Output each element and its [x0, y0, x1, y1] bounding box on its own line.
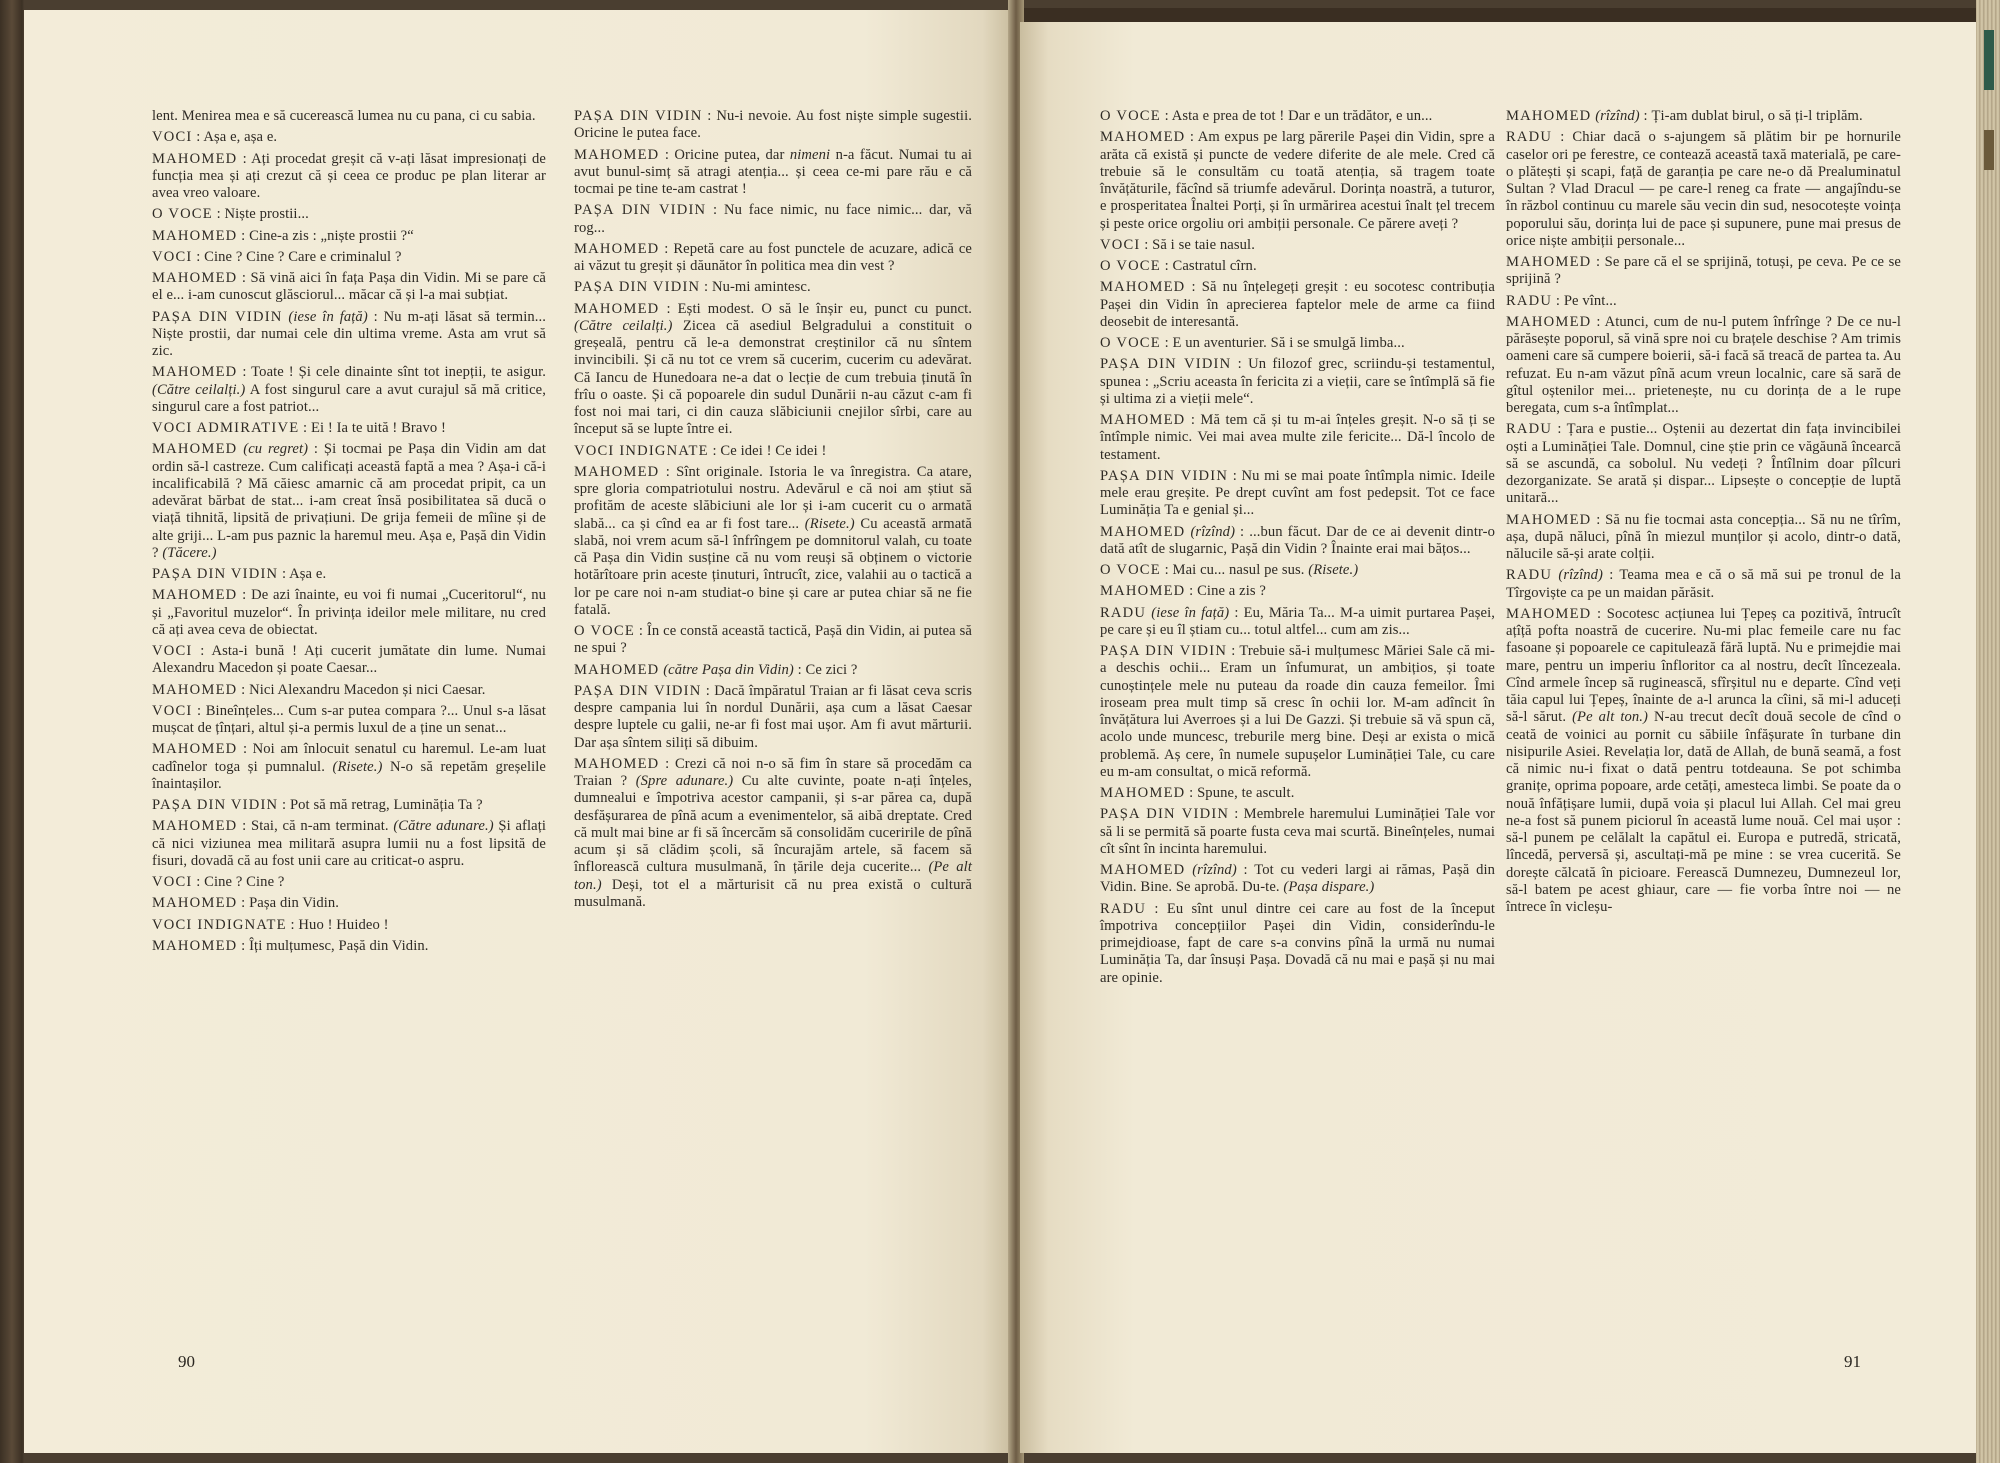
speaker-name: VOCI	[1100, 236, 1141, 253]
dialogue-line: PAȘA DIN VIDIN : Dacă împăratul Traian ar fi lăsat ceva scris despre campania lui în nordul Dunării, așa cum a lăsat Caesar despre luptele cu galii, ne-ar fi fost mai ușor. Am fi avut mărturii. Dar așa sîntem siliți să dibuim.	[574, 682, 972, 751]
dialogue-line: MAHOMED : Să nu înțelegeți greșit : eu socotesc contribuția Pașei din Vidin în aprecierea faptelor mele de arme ca fiind deosebit de interesantă.	[1100, 279, 1495, 330]
dialogue-line: MAHOMED : Noi am înlocuit senatul cu haremul. Le-am luat cadînelor toga și pumnalul. (Risete.) N-o să repetăm greșelile înaintașilor.	[152, 741, 547, 792]
dialogue-line: MAHOMED : Socotesc acțiunea lui Țepeș ca pozitivă, întrucît ațîță pofta noastră de cucerire. Nu-mi plac femeile care nu fac fasoane și popoarele ce capitulează fără luptă. Nu e primejdie mai mare, pentru un imperiu înfloritor ca al nostru, decît lîncezeala. Cînd armele încep să ruginească, sfîrșitul nu e departe. Cînd veți tăia capul lui Țepeș, înainte de a-l arunca la cîini, să mi-l aduceți să-l sărut. (Pe alt ton.) N-au trecut decît două secole de cînd o ceată de voinici au pornit cu săbiile înfășurate în turbane din nisipurile Asiei. Revelația lor, dată de Allah, de bună seamă, a fost că nimic nu-i fixat o dată pentru totdeauna. Se pot schimba granițe, oprima popoare, arde cetăți, amesteca limbi. Se poate da o nouă înfățișare lumii, după voia și placul lui Allah. Cel mai greu ne-a fost să punem piciorul în această lume nouă. Cel mai ușor : să-l punem pe celălalt la capătul ei. Europa e putredă, stricată, lîncedă, perversă și, ascultați-mă pe mine : se vrea cucerită. Se dorește călcată în picioare. Ferească Dumnezeu, Dumnezeul lor, să-l batem pe acest ghiaur, care — fie vorba între noi — ne întrece în vicleșu-	[1506, 605, 1901, 915]
dialogue-line: O VOCE : E un aventurier. Să i se smulgă limba...	[1100, 335, 1405, 351]
line-text: n-a făcut. Numai tu ai avut bunul-simț să atragi atenția... și ceea ce-mi pare rău e că tocmai pe tine te-am castrat !	[574, 146, 973, 197]
line-text: N-o să repetăm greșelile înaintașilor.	[152, 758, 547, 792]
speaker-name: RADU	[1506, 292, 1553, 309]
line-text: lent. Menirea mea e să cucerească lumea nu cu pana, ci cu sabia.	[152, 108, 536, 124]
dialogue-line: MAHOMED : De azi înainte, eu voi fi numai „Cuceritorul“, nu și „Favoritul muzelor“. În privința ideilor mele militare, nu cred că ați avea ceva de obiectat.	[152, 587, 547, 638]
stage-direction: (Pe alt ton.)	[574, 859, 972, 893]
speaker-name: PAȘA DIN VIDIN	[152, 797, 279, 813]
speaker-name: PAȘA DIN VIDIN	[574, 202, 707, 219]
line-text: Bineînțeles... Cum s-ar putea compara ?... Unul s-a lăsat mușcat de țînțari, altul și-a permis luxul de a ține un senat...	[152, 702, 546, 736]
line-text: Și aflați că nici viziunea mea militară asupra lumii nu a fost lipsită de fisuri, dovadă că au fost unii care au criticat-o aspru.	[152, 818, 547, 869]
line-text: Asta e prea de tot ! Dar e un trădător, e un...	[1171, 108, 1433, 124]
dialogue-line: O VOCE : Niște prostii...	[152, 206, 309, 223]
stage-direction: (rîzînd)	[1192, 862, 1237, 878]
speaker-name: RADU	[1506, 129, 1553, 146]
line-text: Niște prostii...	[224, 206, 309, 223]
line-text: Oricine putea, dar	[674, 146, 785, 163]
stage-direction: (Către ceilalți.)	[574, 317, 673, 334]
stage-direction: (către Pașa din Vidin)	[663, 661, 794, 678]
dialogue-line: RADU (rîzînd) : Teama mea e că o să mă sui pe tronul de la Tîrgoviște ca pe un maidan părăsit.	[1506, 567, 1901, 601]
dialogue-line: VOCI : Bineînțeles... Cum s-ar putea compara ?... Unul s-a lăsat mușcat de țînțari, altul și-a permis luxul de a ține un senat...	[152, 702, 546, 736]
speaker-name: VOCI	[152, 129, 193, 146]
line-text: Atunci, cum de nu-l putem înfrînge ? De ce nu-l părăsește poporul, să vină spre noi cu brațele deschise ? Am trimis oameni care să cumpere boierii, să-i facă să treacă de partea ta. Au refuzat. Eu n-am văzut pînă acum vreun localnic, care să sară de gîtul oștenilor mei... prietenește, nu cu dorința de a le rupe beregata, cum s-a întîmplat...	[1506, 313, 1901, 416]
line-text: Sînt originale. Istoria le va înregistra. Ca atare, spre gloria compatriotului nostru. Adevărul e că noi am știut să profităm de aceste slăbiciuni ale lor și i-am cucerit cu o armată slabă... ca și cînd ea ar fi fost tare...	[574, 463, 973, 532]
dialogue-line: O VOCE : Asta e prea de tot ! Dar e un trădător, e un...	[1100, 108, 1433, 124]
line-text: Zicea că asediul Belgradului a constituit o greșeală, pentru că le-a demonstrat creștinilor că nu sîntem invincibili. Și că nu tot ce vrem să cucerim, cucerim cu adevărat. Că Iancu de Hunedoara ne-a dat o lecție de cum trebuia ținută în frîu o oaste. Și că popoarele din sudul Dunării n-au căzut c-am fi fost noi mai tari, ci din cauza slăbiciunii cnejilor sîrbi, care au început să se lupte între ei.	[574, 317, 972, 438]
speaker-name: PAȘA DIN VIDIN	[1100, 806, 1230, 823]
stage-direction: (rîzînd)	[1558, 567, 1604, 584]
speaker-name: MAHOMED	[574, 240, 660, 257]
dialogue-line: MAHOMED : Se pare că el se sprijină, totuși, pe ceva. Pe ce se sprijină ?	[1506, 254, 1901, 288]
dialogue-line: PAȘA DIN VIDIN : Pot să mă retrag, Luminăția Ta ?	[152, 797, 483, 813]
bookmark-tab	[1984, 130, 1994, 170]
stage-direction: nimeni	[789, 146, 831, 163]
dialogue-line: MAHOMED : Am expus pe larg părerile Pașei din Vidin, spre a arăta că există și puncte de vedere diferite de ale mele. Cred că trebuie să le consultăm cu toată atenția, să tragem toate învățăturile, făcînd să triumfe adevărul. Dorința noastră, a tuturor, e prosperitatea Înaltei Porți, și în urmărirea acestui înalt țel trecem și peste orice orgoliu ori ambiții personale. Ce părere aveți ?	[1100, 129, 1495, 232]
stage-direction: (Risete.)	[332, 758, 383, 775]
bookmark-tab	[1984, 30, 1994, 90]
line-text: Am expus pe larg părerile Pașei din Vidin, spre a arăta că există și puncte de vedere diferite de ale mele. Cred că trebuie să le consultăm cu toată atenția, să tragem toate învățăturile, făcînd să triumfe adevărul. Dorința noastră, a tuturor, e prosperitatea Înaltei Porți, și în urmărirea acestui înalt țel trecem și peste orice orgoliu ori ambiții personale. Ce părere aveți ?	[1100, 129, 1495, 232]
speaker-name: MAHOMED	[574, 755, 660, 772]
dialogue-line: MAHOMED : Crezi că noi n-o să fim în stare să procedăm ca Traian ? (Spre adunare.) Cu alte cuvinte, poate n-ați înțeles, dumnealui e împotriva acestor campanii, și s-ar părea ca, după desfășurarea de pînă acum a evenimentelor, să aibă dreptate. Cred că mult mai bine ar fi să încercăm să consolidăm cuceririle de pînă acum și să clădim școli, să încurajăm artele, să facem să înflorească cultura musulmană, în țările deja cucerite... (Pe alt ton.) Deși, tot el a mărturisit că nu prea există o cultură musulmană.	[574, 755, 973, 910]
line-text: Crezi că noi n-o să fim în stare să procedăm ca Traian ?	[574, 755, 973, 789]
line-text: Ești modest. O să le înșir eu, punct cu punct.	[677, 300, 972, 317]
stage-direction: (Risete.)	[804, 515, 855, 532]
line-text: Ți-am dublat birul, o să ți-l triplăm.	[1651, 108, 1863, 124]
line-text: A fost singurul care a avut curajul să mă critice, singurul care a fost patriot...	[152, 381, 546, 415]
line-text: Un filozof grec, scriindu-și testamentul, spunea : „Scriu aceasta în fericita zi a vieții, care se întîmplă să fie și ultima zi a vieții mele“.	[1100, 356, 1495, 407]
speaker-name: O VOCE	[1100, 258, 1161, 274]
stage-direction: (Risete.)	[1308, 562, 1359, 578]
speaker-name: O VOCE	[1100, 335, 1161, 351]
dialogue-line: RADU : Țara e pustie... Oștenii au dezertat din fața invincibilei oști a Luminăției Tale. Domnul, cine știe prin ce văgăună încearcă să se ascundă, ca sobolul. Nu vedeți ? Întîlnim doar pîlcuri dezorganizate. Se arată și dispar... Lipsește o concepție de luptă unitară...	[1506, 421, 1902, 507]
dialogue-line: MAHOMED : Repetă care au fost punctele de acuzare, adică ce ai văzut tu greșit și dăunător în politica mea din vest ?	[574, 240, 973, 274]
line-text: Repetă care au fost punctele de acuzare, adică ce ai văzut tu greșit și dăunător în politica mea din vest ?	[574, 240, 973, 274]
speaker-name: VOCI	[152, 248, 193, 265]
dialogue-line: MAHOMED : Cine a zis ?	[1100, 583, 1266, 600]
stage-direction: (Tăcere.)	[162, 544, 217, 561]
speaker-name: MAHOMED	[1506, 605, 1592, 622]
speaker-name: MAHOMED	[152, 227, 238, 244]
dialogue-line: PAȘA DIN VIDIN : Un filozof grec, scriindu-și testamentul, spunea : „Scriu aceasta în fericita zi a vieții, care se întîmplă să fie și ultima zi a vieții mele“.	[1100, 356, 1495, 407]
line-text: Nu mi se mai poate întîmpla nimic. Ideile mele erau greșite. Pe drept cuvînt am fost pedepsit. Tot ce face Luminăția Ta e genial și...	[1100, 467, 1495, 519]
page-number-left: 90	[178, 1352, 195, 1371]
dialogue-line: MAHOMED (către Pașa din Vidin) : Ce zici ?	[574, 661, 858, 678]
speaker-name: VOCI	[152, 643, 193, 659]
line-text: Așa e.	[289, 566, 327, 582]
speaker-name: PAȘA DIN VIDIN	[1100, 467, 1229, 484]
line-text: Țara e pustie... Oștenii au dezertat din fața invincibilei oști a Luminăției Tale. Domnul, cine știe prin ce văgăună încearcă să se ascundă, ca sobolul. Nu vedeți ? Întîlnim doar pîlcuri dezorganizate. Se arată și dispar... Lipsește o concepție de luptă unitară...	[1506, 421, 1902, 507]
speaker-name: VOCI	[152, 702, 193, 719]
dialogue-line	[152, 108, 546, 125]
speaker-name: MAHOMED	[152, 364, 238, 381]
dialogue-line: PAȘA DIN VIDIN : Așa e.	[152, 566, 327, 582]
line-text: Și tocmai pe Pașa din Vidin am dat ordin să-l castreze. Cum calificați această faptă a mea ?	[152, 441, 547, 475]
line-text: N-au trecut decît două secole de cînd o ceată de voinici au pornit cu săbiile înfășurate în turbane din nisipurile Asiei. Revelația lor, dată de Allah, de bună seamă, a fost că nimic nu-i fixat o dată pentru totdeauna. Se pot schimba granițe, oprima popoare, arde cetăți, amesteca limbi. Se poate da o nouă înfățișare lumii, după voia și placul lui Allah. Cel mai greu ne-a fost să punem piciorul în această lume nouă. Cel mai ușor : să-l punem pe celălalt la capătul ei. Europa e putredă, stricată, lîncedă, perversă și, ascultați-mă pe mine : se vrea cucerită. Se dorește călcată în picioare. Ferească Dumnezeu, Dumnezeul lor, să-l batem pe acest ghiaur, care — fie vorba între noi — ne întrece în vicleșu-	[1506, 709, 1901, 915]
dialogue-line: MAHOMED : Ați procedat greșit că v-ați lăsat impresionați de funcția mea și ați crezut că și ceea ce produc pe plan literar ar avea vreo valoare.	[152, 150, 546, 201]
line-text: Să vină aici în fața Pașa din Vidin. Mi se pare că el e... i-am cunoscut glăsciorul... măcar că și l-a mai subțiat.	[152, 270, 546, 304]
line-text: E un aventurier. Să i se smulgă limba...	[1172, 335, 1405, 351]
speaker-name: RADU	[1100, 900, 1147, 917]
speaker-name: PAȘA DIN VIDIN	[574, 279, 701, 296]
dialogue-line: RADU : Chiar dacă o s-ajungem să plătim bir pe hornurile caselor ori pe ferestre, ce contează această taxă materială, pe care-o plătești și scapi, față de garanția pe care ne-o dă Prealuminatul Sultan ? Vlad Dracul — pe care-l reneg ca frate — angajîndu-se în războl continuu cu marele său vecin din sud, nesocotește voința poporului său, dorința lui de pace și supunere, pune mai presus de orice niște ambiții personale...	[1506, 129, 1901, 249]
stage-direction: (rîzînd)	[1595, 108, 1640, 124]
speaker-name: MAHOMED	[1506, 511, 1592, 528]
line-text: Ce idei ! Ce idei !	[720, 442, 827, 459]
line-text: Mai cu... nasul pe sus.	[1172, 562, 1305, 578]
line-text: Pot să mă retrag, Luminăția Ta ?	[289, 797, 483, 813]
dialogue-line: MAHOMED (cu regret) : Și tocmai pe Pașa din Vidin am dat ordin să-l castreze. Cum calificați această faptă a mea ? Așa-i că-i incalificabilă ? Mă căiesc amarnic că am procedat pripit, ca un adevărat bărbat de stat... i-am creat însă posibilitatea să ducă o viață tihnită, lipsită de privațiuni. De grija femeii de mîine și de alte griji... L-am pus paznic la haremul meu. Așa e, Pașă din Vidin ? (Tăcere.)	[152, 441, 547, 561]
speaker-name: MAHOMED	[1100, 862, 1186, 878]
stage-direction: (Spre adunare.)	[635, 773, 734, 789]
speaker-name: O VOCE	[574, 623, 635, 639]
line-text: Asta-i bună ! Ați cucerit jumătate din lume. Numai Alexandru Macedon și poate Caesar...	[152, 643, 546, 677]
page-edges	[1976, 0, 2000, 1463]
speaker-name: PAȘA DIN VIDIN	[1100, 643, 1228, 659]
line-text: Membrele haremului Luminăției Tale vor să li se permită să poarte fusta ceva mai scurtă. Bineînțeles, numai cît sînt în incinta haremului.	[1100, 806, 1495, 857]
speaker-name: PAȘA DIN VIDIN	[574, 108, 703, 124]
dialogue-line: VOCI ADMIRATIVE : Ei ! Ia te uită ! Bravo !	[152, 420, 446, 436]
dialogue-line: MAHOMED : Sînt originale. Istoria le va înregistra. Ca atare, spre gloria compatriotului nostru. Adevărul e că noi am știut să profităm de aceste slăbiciuni ale lor și i-am cucerit cu o armată slabă... ca și cînd ea ar fi fost tare... (Risete.) Cu această armată slabă, noi vrem acum să-l înfrîngem pe domnitorul valah, cu toate că Pașa din Vidin susține că nu vom reuși să obținem o victorie hotărîtoare prin aceste ținuturi, întrucît, zice, valahii au o tactică a lor pe care noi n-am studiat-o bine și care ar putea chiar să ne fie fatală.	[574, 463, 973, 618]
line-text: Așa-i că-i incalificabilă ? Mă căiesc amarnic că am procedat pripit, ca un adevărat bărbat de stat... i-am creat însă posibilitatea să ducă o viață tihnită, lipsită de privațiuni. De grija femeii de mîine și de alte griji... L-am pus paznic la haremul meu. Așa e, Pașă din Vidin ?	[152, 458, 546, 561]
speaker-name: PAȘA DIN VIDIN	[1100, 356, 1232, 373]
line-text: Să nu înțelegeți greșit : eu socotesc contribuția Pașei din Vidin în aprecierea faptelor mele de arme ca fiind deosebit de interesantă.	[1100, 279, 1495, 330]
speaker-name: MAHOMED	[152, 895, 238, 912]
dialogue-line: RADU : Pe vînt...	[1506, 292, 1617, 309]
line-text: În ce constă această tactică, Pașă din Vidin, ai putea să ne spui ?	[574, 623, 972, 657]
line-text: Nu face nimic, nu face nimic... dar, vă rog...	[574, 202, 972, 236]
line-text: Deși, tot el a mărturisit că nu prea există o cultură musulmană.	[574, 876, 973, 910]
line-text: Stai, că n-am terminat.	[250, 818, 389, 835]
dialogue-line: VOCI : Așa e, așa e.	[152, 129, 278, 146]
text-column-2	[574, 108, 972, 915]
line-text: Toate ! Și cele dinainte sînt tot inepții, te asigur.	[251, 364, 547, 381]
line-text: Să i se taie nasul.	[1152, 236, 1255, 253]
speaker-name: MAHOMED	[574, 463, 660, 480]
speaker-name: O VOCE	[152, 206, 213, 223]
line-text: Castratul cîrn.	[1172, 258, 1257, 274]
dialogue-line: MAHOMED : Stai, că n-am terminat. (Către adunare.) Și aflați că nici viziunea mea militară asupra lumii nu a fost lipsită de fisuri, dovadă că au fost unii care au criticat-o aspru.	[152, 818, 547, 869]
line-text: Chiar dacă o s-ajungem să plătim bir pe hornurile caselor ori pe ferestre, ce contează această taxă materială, pe care-o plătești și scapi, față de garanția pe care ne-o dă Prealuminatul Sultan ? Vlad Dracul — pe care-l reneg ca frate — angajîndu-se în războl continuu cu marele său vecin din sud, nesocotește voința poporului său, dorința lui de pace și supunere, pune mai presus de orice niște ambiții personale...	[1506, 129, 1901, 249]
stage-direction: (Către adunare.)	[393, 818, 494, 835]
speaker-name: MAHOMED	[1100, 523, 1186, 540]
line-text: Nu-mi amintesc.	[711, 279, 811, 296]
stage-direction: (cu regret)	[243, 441, 309, 458]
dialogue-line: MAHOMED : Cine-a zis : „niște prostii ?“	[152, 227, 414, 244]
speaker-name: MAHOMED	[574, 146, 660, 163]
line-text: Trebuie să-i mulțumesc Măriei Sale că mi-a deschis ochii... Eram un înfumurat, un ambițios, și toate cunoștințele mele nu puteau da roade din cauza femeilor. Îmi iroseam prea mult timp să cresc în ochii lor. M-am adîncit în învățătura lui Averroes și a lui De Gazzi. Și trebuie să vă spun că, acolo unde muncesc, treburile merg bine. Deși ar exista o mică problemă. Aș cere, în numele supușelor Luminăției Tale, cu care eu m-am consultat, o mică reformă.	[1100, 643, 1496, 780]
stage-direction: (rîzînd)	[1190, 523, 1236, 540]
page-number-right: 91	[1844, 1352, 1861, 1371]
line-text: ...bun făcut. Dar de ce ai devenit dintr-o dată atît de slugarnic, Pașă din Vidin ? Înainte erai mai bățos...	[1100, 523, 1495, 557]
line-text: Teama mea e că o să mă sui pe tronul de la Tîrgoviște ca pe un maidan părăsit.	[1506, 567, 1901, 601]
line-text: Cine ? Cine ?	[204, 874, 285, 890]
line-text: Nici Alexandru Macedon și nici Caesar.	[249, 681, 486, 698]
dialogue-line: PAȘA DIN VIDIN : Membrele haremului Luminăției Tale vor să li se permită să poarte fusta ceva mai scurtă. Bineînțeles, numai cît sînt în incinta haremului.	[1100, 806, 1495, 857]
line-text: Ați procedat greșit că v-ați lăsat impresionați de funcția mea și ați crezut că și ceea ce produc pe plan literar ar avea vreo valoare.	[152, 150, 546, 201]
dialogue-line: VOCI : Asta-i bună ! Ați cucerit jumătate din lume. Numai Alexandru Macedon și poate Caesar...	[152, 643, 546, 677]
dialogue-line: MAHOMED : Ești modest. O să le înșir eu, punct cu punct. (Către ceilalți.) Zicea că asediul Belgradului a constituit o greșeală, pentru că le-a demonstrat creștinilor că nu sîntem invincibili. Și că nu tot ce vrem să cucerim, cucerim cu adevărat. Că Iancu de Hunedoara ne-a dat o lecție de cum trebuia ținută în frîu o oaste. Și că popoarele din sudul Dunării n-au căzut c-am fi fost noi mai tari, ci din cauza slăbiciunii cnejilor sîrbi, care au început să se lupte între ei.	[574, 300, 972, 438]
line-text: Noi am înlocuit senatul cu haremul. Le-am luat cadînelor toga și pumnalul.	[152, 741, 547, 775]
speaker-name: MAHOMED	[1100, 785, 1186, 801]
speaker-name: PAȘA DIN VIDIN	[574, 682, 702, 699]
line-text: Cine ? Cine ? Care e criminalul ?	[204, 248, 402, 265]
text-column-4	[1506, 108, 1901, 920]
stage-direction: (iese în față)	[288, 308, 368, 325]
speaker-name: RADU	[1506, 421, 1553, 438]
speaker-name: MAHOMED	[1100, 279, 1186, 296]
line-text: Huo ! Huideo !	[298, 916, 389, 933]
speaker-name: MAHOMED	[1100, 129, 1186, 146]
speaker-name: MAHOMED	[152, 818, 238, 835]
line-text: Să nu fie tocmai asta concepția... Să nu ne tîrîm, așa, după năluci, pînă în miezul munților și acolo, dintr-o dată, nălucile să-și arate colții.	[1506, 511, 1902, 562]
dialogue-line: MAHOMED : Îți mulțumesc, Pașă din Vidin.	[152, 937, 429, 954]
dialogue-line: PAȘA DIN VIDIN : Nu mi se mai poate întîmpla nimic. Ideile mele erau greșite. Pe drept cuvînt am fost pedepsit. Tot ce face Luminăția Ta e genial și...	[1100, 467, 1495, 519]
dialogue-line: RADU (iese în față) : Eu, Măria Ta... M-a uimit purtarea Pașei, pe care și eu îl știam cu... totul altfel... cum am zis...	[1100, 604, 1495, 638]
dialogue-line: VOCI : Să i se taie nasul.	[1100, 236, 1255, 253]
line-text: Nu m-ați lăsat să termin... Niște prostii, dar numai cele din ultima vreme. Asta am vrut să zic.	[152, 308, 546, 359]
speaker-name: O VOCE	[1100, 108, 1161, 124]
line-text: Ei ! Ia te uită ! Bravo !	[310, 420, 446, 436]
line-text: De azi înainte, eu voi fi numai „Cuceritorul“, nu și „Favoritul muzelor“. În privința ideilor mele militare, nu cred că ați avea ceva de obiectat.	[152, 587, 547, 638]
speaker-name: MAHOMED	[1506, 313, 1592, 330]
line-text: Pe vînt...	[1563, 292, 1617, 309]
speaker-name: MAHOMED	[574, 661, 660, 678]
line-text: Dacă împăratul Traian ar fi lăsat ceva scris despre campania lui în nordul Dunării, așa cum a lăsat Caesar despre luptele cu galii, ne-ar fi fost mai ușor. Am fi avut mărturii. Dar așa sîntem siliți să dibuim.	[574, 682, 972, 751]
dialogue-line: PAȘA DIN VIDIN : Trebuie să-i mulțumesc Măriei Sale că mi-a deschis ochii... Eram un înfumurat, un ambițios, și toate cunoștințele mele nu puteau da roade din cauza femeilor. Îmi iroseam prea mult timp să cresc în ochii lor. M-am adîncit în învățătura lui Averroes și a lui De Gazzi. Și trebuie să vă spun că, acolo unde muncesc, treburile merg bine. Deși ar exista o mică problemă. Aș cere, în numele supușelor Luminăției Tale, cu care eu m-am consultat, o mică reformă.	[1100, 643, 1496, 780]
speaker-name: MAHOMED	[574, 300, 660, 317]
dialogue-line: MAHOMED : Oricine putea, dar nimeni n-a făcut. Numai tu ai avut bunul-simț să atragi atenția... și ceea ce-mi pare rău e că tocmai pe tine te-am castrat !	[574, 146, 973, 197]
speaker-name: MAHOMED	[152, 937, 238, 954]
dialogue-line: MAHOMED (rîzînd) : ...bun făcut. Dar de ce ai devenit dintr-o dată atît de slugarnic, Pașă din Vidin ? Înainte erai mai bățos...	[1100, 523, 1495, 557]
speaker-name: MAHOMED	[152, 150, 238, 167]
dialogue-line: RADU : Eu sînt unul dintre cei care au fost de la început împotriva concepțiilor Pașei din Vidin, considerîndu-le primejdioase, fapt de care s-a convins pînă la urmă nu numai Luminăția Ta, dar însuși Pașa. Dovadă că nu mai e pașă și nu mai are opinie.	[1100, 900, 1495, 986]
dialogue-line: VOCI INDIGNATE : Ce idei ! Ce idei !	[574, 442, 827, 459]
dialogue-line: MAHOMED : Spune, te ascult.	[1100, 785, 1295, 801]
speaker-name: MAHOMED	[152, 270, 238, 286]
line-text: Ce zici ?	[805, 661, 858, 678]
speaker-name: O VOCE	[1100, 562, 1161, 578]
dialogue-line: MAHOMED : Nici Alexandru Macedon și nici Caesar.	[152, 681, 486, 698]
dialogue-line: MAHOMED : Să nu fie tocmai asta concepția... Să nu ne tîrîm, așa, după năluci, pînă în miezul munților și acolo, dintr-o dată, nălucile să-și arate colții.	[1506, 511, 1902, 562]
text-column-1	[152, 108, 546, 959]
line-text: Cine-a zis : „niște prostii ?“	[249, 227, 414, 244]
speaker-name: MAHOMED	[1100, 583, 1186, 600]
dialogue-line: O VOCE : Castratul cîrn.	[1100, 258, 1257, 274]
dialogue-line: VOCI : Cine ? Cine ?	[152, 874, 285, 890]
dialogue-line: MAHOMED (rîzînd) : Ți-am dublat birul, o să ți-l triplăm.	[1506, 108, 1863, 124]
line-text: Tot cu vederi largi ai rămas, Pașă din Vidin. Bine. Se aprobă. Du-te.	[1100, 862, 1496, 896]
dialogue-line: MAHOMED : Mă tem că și tu m-ai înțeles greșit. N-o să ți se întîmple nimic. Vei mai avea multe zile fericite... Dă-l încolo de testament.	[1100, 412, 1496, 463]
speaker-name: MAHOMED	[1506, 108, 1592, 124]
line-text: Spune, te ascult.	[1197, 785, 1295, 801]
line-text: Eu, Măria Ta... M-a uimit purtarea Pașei, pe care și eu îl știam cu... totul altfel... cum am zis...	[1100, 604, 1495, 638]
speaker-name: PAȘA DIN VIDIN	[152, 566, 279, 582]
text-column-3	[1100, 108, 1495, 991]
line-text: Pașa din Vidin.	[249, 895, 340, 912]
dialogue-line: O VOCE : Mai cu... nasul pe sus. (Risete.)	[1100, 562, 1359, 578]
line-text: Cu această armată slabă, noi vrem acum să-l înfrîngem pe domnitorul valah, cu toate că Pașa din Vidin susține că nu vom reuși să obținem o victorie hotărîtoare prin aceste ținuturi, întrucît, zice, valahii au o tactică a lor pe care noi n-am studiat-o bine și care ar putea chiar să ne fie fatală.	[574, 515, 973, 618]
dialogue-line: PAȘA DIN VIDIN : Nu-mi amintesc.	[574, 279, 811, 296]
dialogue-line: MAHOMED : Atunci, cum de nu-l putem înfrînge ? De ce nu-l părăsește poporul, să vină spre noi cu brațele deschise ? Am trimis oameni care să cumpere boierii, să-i facă să treacă de partea ta. Au refuzat. Eu n-am văzut pînă acum vreun localnic, care să sară de gîtul oștenilor mei... prietenește, nu cu dorința de a le rupe beregata, cum s-a întîmplat...	[1506, 313, 1901, 416]
speaker-name: VOCI INDIGNATE	[574, 442, 709, 459]
dialogue-line: MAHOMED (rîzînd) : Tot cu vederi largi ai rămas, Pașă din Vidin. Bine. Se aprobă. Du-te. (Pașa dispare.)	[1100, 862, 1496, 896]
line-text: Nu-i nevoie. Au fost niște simple sugestii. Oricine le putea face.	[574, 108, 972, 142]
speaker-name: MAHOMED	[1100, 412, 1186, 428]
dialogue-line: PAȘA DIN VIDIN : Nu-i nevoie. Au fost niște simple sugestii. Oricine le putea face.	[574, 108, 972, 142]
dialogue-line: MAHOMED : Să vină aici în fața Pașa din Vidin. Mi se pare că el e... i-am cunoscut glăsciorul... măcar că și l-a mai subțiat.	[152, 270, 546, 304]
speaker-name: VOCI ADMIRATIVE	[152, 420, 300, 436]
speaker-name: MAHOMED	[1506, 254, 1592, 270]
dialogue-line: VOCI : Cine ? Cine ? Care e criminalul ?	[152, 248, 402, 265]
speaker-name: MAHOMED	[152, 681, 238, 698]
speaker-name: RADU	[1506, 567, 1553, 584]
line-text: Cu alte cuvinte, poate n-ați înțeles, dumnealui e împotriva acestor campanii, și s-ar părea ca, după desfășurarea de pînă acum a evenimentelor, să aibă dreptate. Cred că mult mai bine ar fi să încercăm să consolidăm cuceririle de pînă acum și să clădim școli, să încurajăm artele, să facem să înflorească cultura musulmană, în țările deja cucerite...	[574, 773, 973, 876]
dialogue-line: MAHOMED : Pașa din Vidin.	[152, 895, 340, 912]
speaker-name: PAȘA DIN VIDIN	[152, 308, 283, 325]
dialogue-line: PAȘA DIN VIDIN (iese în față) : Nu m-ați lăsat să termin... Niște prostii, dar numai cele din ultima vreme. Asta am vrut să zic.	[152, 308, 546, 359]
speaker-name: MAHOMED	[152, 587, 238, 604]
speaker-name: MAHOMED	[152, 741, 238, 758]
line-text: Eu sînt unul dintre cei care au fost de la început împotriva concepțiilor Pașei din Vidin, considerîndu-le primejdioase, fapt de care s-a convins pînă la urmă nu numai Luminăția Ta, dar însuși Pașa. Dovadă că nu mai e pașă și nu mai are opinie.	[1100, 900, 1495, 986]
line-text: Socotesc acțiunea lui Țepeș ca pozitivă, întrucît ațîță pofta noastră de cucerire. Nu-mi plac femeile care nu fac fasoane și popoarele ce capitulează fără luptă. Nu e primejdie mai mare, pentru un imperiu înfloritor ca al nostru, decît lîncezeala. Cînd armele încep să ruginească, sfîrșitul nu e departe. Cînd veți tăia capul lui Țepeș, înainte de a-l arunca la cîini, să mi-l aduceți să-l sărut.	[1506, 605, 1901, 726]
line-text: Așa e, așa e.	[203, 129, 278, 146]
stage-direction: (Pașa dispare.)	[1283, 879, 1375, 896]
dialogue-line: O VOCE : În ce constă această tactică, Pașă din Vidin, ai putea să ne spui ?	[574, 623, 972, 657]
line-text: Se pare că el se sprijină, totuși, pe ceva. Pe ce se sprijină ?	[1506, 254, 1901, 288]
dialogue-line: PAȘA DIN VIDIN : Nu face nimic, nu face nimic... dar, vă rog...	[574, 202, 972, 236]
dialogue-line: MAHOMED : Toate ! Și cele dinainte sînt tot inepții, te asigur. (Către ceilalți.) A fost singurul care a avut curajul să mă critice, singurul care a fost patriot...	[152, 364, 547, 415]
speaker-name: RADU	[1100, 604, 1147, 621]
stage-direction: (Către ceilalți.)	[152, 381, 246, 398]
line-text: Mă tem că și tu m-ai înțeles greșit. N-o să ți se întîmple nimic. Vei mai avea multe zile fericite... Dă-l încolo de testament.	[1100, 412, 1496, 463]
speaker-name: MAHOMED	[152, 441, 238, 458]
speaker-name: VOCI	[152, 874, 193, 890]
stage-direction: (Pe alt ton.)	[1572, 709, 1649, 726]
line-text: Îți mulțumesc, Pașă din Vidin.	[249, 937, 429, 954]
stage-direction: (iese în față)	[1151, 604, 1230, 621]
speaker-name: VOCI INDIGNATE	[152, 916, 287, 933]
dialogue-line: VOCI INDIGNATE : Huo ! Huideo !	[152, 916, 389, 933]
line-text: Cine a zis ?	[1197, 583, 1266, 600]
